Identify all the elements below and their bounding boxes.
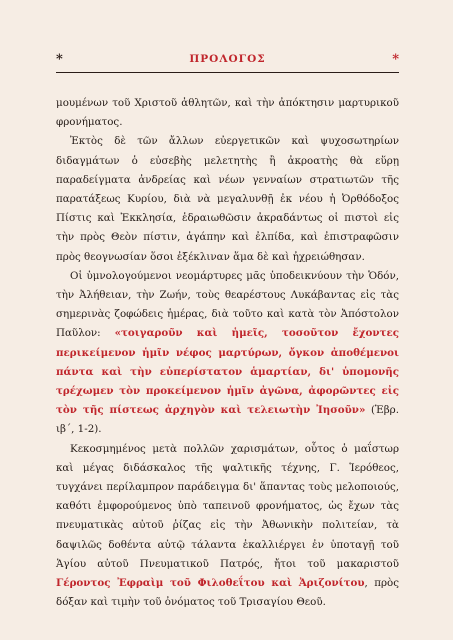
paragraph-text: Οἱ ὑμνολογούμενοι νεομάρτυρες μᾶς ὑποδεικνύουν τὴν Ὁδόν, τὴν Ἀλήθειαν, τὴν Ζωήν, τοὺς θεαρέστους Λυκάβαντας εἰς τὰς σημερινὰς ζοφώδεις ἡμέρας, διὰ τοῦτο καὶ κατὰ τὸν Ἀπόστολον Παῦλον:: [56, 269, 399, 340]
paragraph-text: , πρὸς δόξαν καὶ τιμὴν τοῦ ὀνόματος τοῦ Τρισαγίου Θεοῦ.: [56, 577, 399, 609]
header-left-mark: *: [56, 51, 63, 67]
running-header: [56, 48, 399, 70]
paragraph-text: Ἐκτὸς δὲ τῶν ἄλλων εὐεργετικῶν καὶ ψυχοσωτηρίων διδαγμάτων ὁ εὐσεβὴς μελετητὴς ἢ ἀκροατὴς θὰ εὕρῃ παραδείγματα ἀνδρείας καὶ νέων γενναίων στρατιωτῶν τῆς παρατάξεως Κυρίου, διὰ νὰ μεγαλυνθῇ ἐκ νέου ἡ Ὀρθόδοξος Πίστις καὶ Ἐκκλησία, ἑδραιωθῶσιν ἀκραδάντως οἱ πιστοὶ εἰς τὴν πρὸς Θεὸν πίστιν, ἀγάπην καὶ ἐλπίδα, καὶ ἐπιστραφῶσιν πρὸς θεογνωσίαν ὅσοι ἐξέκλιναν ἅμα δὲ καὶ ἠχρειώθησαν.: [56, 135, 399, 263]
paragraph-text: μουμένων τοῦ Χριστοῦ ἀθλητῶν, καὶ τὴν ἀπόκτησιν μαρτυρικοῦ φρονήματος.: [56, 97, 399, 129]
highlighted-text: Γέροντος Ἐφραὶμ τοῦ Φιλοθεΐτου καὶ Ἀριζονίτου: [56, 577, 365, 590]
page-title: ΠΡΟΛΟΓΟΣ: [189, 53, 266, 65]
paragraph: [56, 132, 399, 266]
paragraph-text: (Ἑβρ. ιβ΄, 1-2).: [56, 404, 399, 436]
paragraph: [56, 440, 399, 613]
paragraph: [56, 267, 399, 440]
header-right-mark: *: [392, 51, 399, 67]
paragraph-text: Κεκοσμημένος μετὰ πολλῶν χαρισμάτων, οὗτος ὁ μαΐστωρ καὶ μέγας διδάσκαλος τῆς ψαλτικῆς τέχνης, Γ. Ἱερόθεος, τυγχάνει περίλαμπρον παράδειγμα δι' ἅπαντας τοὺς μελοποιούς, καθότι ἐμφορούμενος ὑπὸ ταπεινοῦ φρονήματος, ὡς ἔχων τὰς πνευματικὰς αὐτοῦ ῥίζας εἰς τὴν Ἀθωνικὴν πολιτείαν, τὰ δαψιλῶς δοθέντα αὐτῷ τάλαντα ἐκαλλιέργει ἐν ὑποταγῇ τοῦ Ἁγίου αὐτοῦ Πνευματικοῦ Πατρός, ἤτοι τοῦ μακαριστοῦ: [56, 442, 399, 570]
body-text: [56, 94, 399, 612]
paragraph: [56, 94, 399, 132]
highlighted-text: «τοιγαροῦν καὶ ἡμεῖς, τοσοῦτον ἔχοντες περικείμενον ἡμῖν νέφος μαρτύρων, ὄγκον ἀποθέμενοι πάντα καὶ τὴν εὐπερίστατον ἁμαρτίαν, δι' ὑπομονῆς τρέχωμεν τὸν προκείμενον ἡμῖν ἀγῶνα, ἀφορῶντες εἰς τὸν τῆς πίστεως ἀρχηγὸν καὶ τελειωτὴν Ἰησοῦν»: [56, 327, 399, 417]
header-rule: [56, 72, 399, 73]
